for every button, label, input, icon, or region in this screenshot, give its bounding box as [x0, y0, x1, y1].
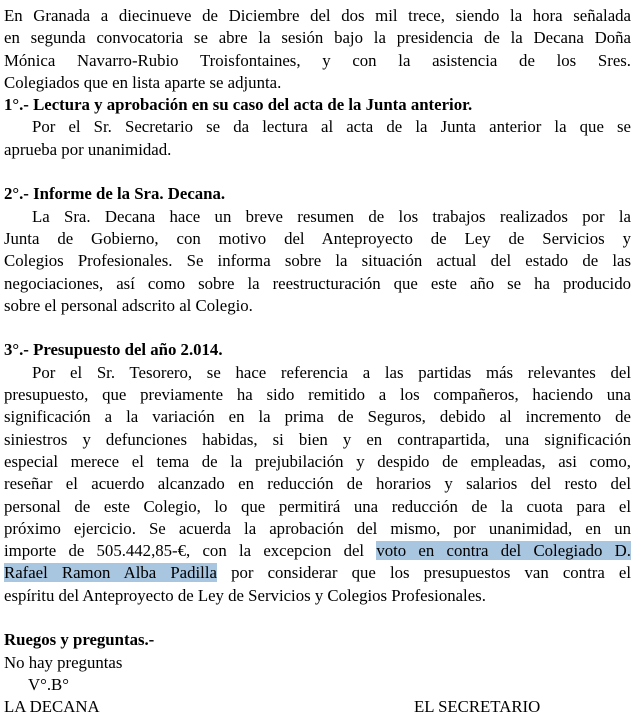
text-line: Por el Sr. Secretario se da lectura al acta de la Junta anterior la que se: [32, 117, 631, 137]
text-line: Por el Sr. Tesorero, se hace referencia a las partidas más relevantes del: [32, 362, 631, 382]
text-line: significación a la variación en la prima de Seguros, debido al incremento de: [4, 407, 631, 427]
intro-paragraph: [4, 5, 631, 94]
text-line: En Granada a diecinueve de Diciembre del dos mil trece, siendo la hora señalada: [4, 6, 631, 25]
text-line-with-highlight: [4, 540, 631, 562]
signature-el-secretario: EL SECRETARIO: [414, 697, 541, 717]
text-line: Colegios Profesionales. Se informa sobre la situación actual del estado de las: [4, 251, 631, 271]
text-line: Mónica Navarro-Rubio Troisfontaines, y con la asistencia de los Sres.: [4, 50, 631, 70]
text-line: espíritu del Anteproyecto de Ley de Servicios y Colegios Profesionales.: [4, 585, 486, 605]
text-line: próximo ejercicio. Se acuerda la aprobación del mismo, por unanimidad, en un: [4, 518, 631, 538]
text-line: aprueba por unanimidad.: [4, 139, 172, 159]
text-segment: por considerar que los presupuestos van contra el: [216, 563, 632, 583]
text-line-with-highlight: [4, 562, 631, 584]
no-questions-line: No hay preguntas: [4, 652, 123, 672]
section-heading: 1°.- Lectura y aprobación en su caso del acta de la Junta anterior.: [4, 95, 473, 115]
text-line: personal de este Colegio, lo que permitirá una reducción de la cuota para el: [4, 496, 631, 516]
text-line: siniestros y defunciones habidas, si bien y en contrapartida, una significación: [4, 429, 631, 449]
text-line: La Sra. Decana hace un breve resumen de los trabajos realizados por la: [32, 206, 631, 226]
text-line: especial merece el tema de la prejubilación y despido de empleadas, asi como,: [4, 451, 631, 471]
section-presupuesto: [4, 339, 631, 607]
highlighted-text: Rafael Ramon Alba Padilla: [4, 563, 217, 583]
text-line: Junta de Gobierno, con motivo del Anteproyecto de Ley de Servicios y: [4, 228, 631, 248]
signature-row: [4, 696, 631, 718]
text-line: presupuesto, que previamente ha sido remitido a los compañeros, haciendo una: [4, 385, 631, 405]
section-heading: 2°.- Informe de la Sra. Decana.: [4, 184, 226, 204]
text-line: en segunda convocatoria se abre la sesión bajo la presidencia de la Decana Doña: [4, 28, 631, 48]
text-line: Colegiados que en lista aparte se adjunta.: [4, 72, 282, 92]
text-line: sobre el personal adscrito al Colegio.: [4, 295, 253, 315]
text-line: negociaciones, así como sobre la reestructuración que este año se ha producido: [4, 273, 631, 293]
vobo-line: V°.B°: [28, 674, 69, 694]
ruegos-heading: Ruegos y preguntas.-: [4, 630, 155, 650]
section-acta-anterior: [4, 94, 631, 161]
text-segment: importe de 505.442,85-€, con la excepcion del: [4, 541, 377, 561]
section-heading: 3°.- Presupuesto del año 2.014.: [4, 340, 223, 360]
section-informe-decana: [4, 183, 631, 317]
closing-block: [4, 629, 631, 718]
signature-la-decana: LA DECANA: [4, 697, 100, 717]
highlighted-text: voto en contra del Colegiado D.: [376, 541, 631, 561]
text-line: reseñar el acuerdo alcanzado en reducción de horarios y salarios del resto del: [4, 474, 631, 494]
